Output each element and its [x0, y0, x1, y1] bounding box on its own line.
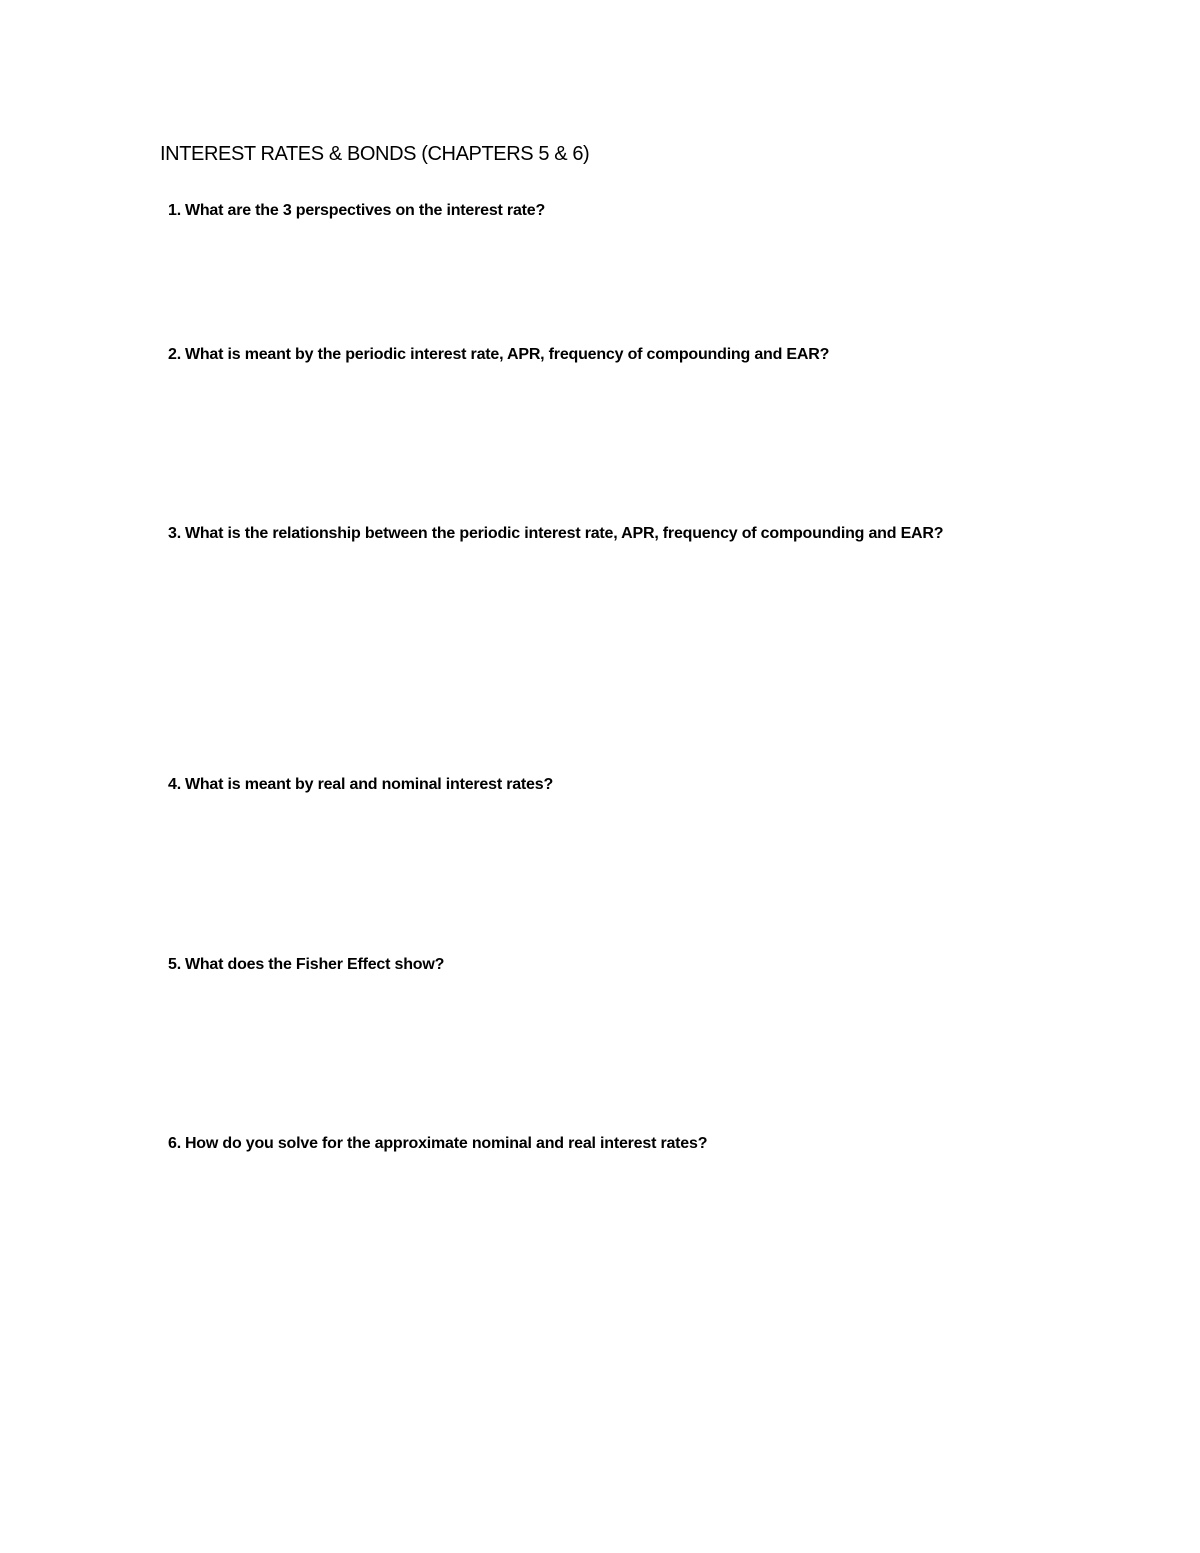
question-4 — [168, 776, 553, 794]
question-number: 2. — [168, 346, 181, 363]
question-number: 3. — [168, 525, 181, 542]
question-text: What is meant by the periodic interest rate, APR, frequency of compounding and EAR? — [184, 346, 830, 363]
question-text: What is meant by real and nominal interest rates? — [184, 776, 554, 793]
question-6 — [168, 1135, 707, 1153]
question-1 — [168, 202, 545, 220]
question-text: What does the Fisher Effect show? — [184, 956, 445, 973]
question-number: 6. — [168, 1135, 181, 1152]
question-number: 4. — [168, 776, 181, 793]
question-text: What are the 3 perspectives on the interest rate? — [184, 202, 546, 219]
page-title: INTEREST RATES & BONDS (CHAPTERS 5 & 6) — [160, 143, 590, 165]
question-number: 5. — [168, 956, 181, 973]
question-2 — [168, 346, 829, 364]
question-3 — [168, 525, 943, 543]
question-5 — [168, 956, 444, 974]
question-text: What is the relationship between the periodic interest rate, APR, frequency of compounding and EAR? — [184, 525, 944, 542]
question-text: How do you solve for the approximate nominal and real interest rates? — [184, 1135, 708, 1152]
question-number: 1. — [168, 202, 181, 219]
